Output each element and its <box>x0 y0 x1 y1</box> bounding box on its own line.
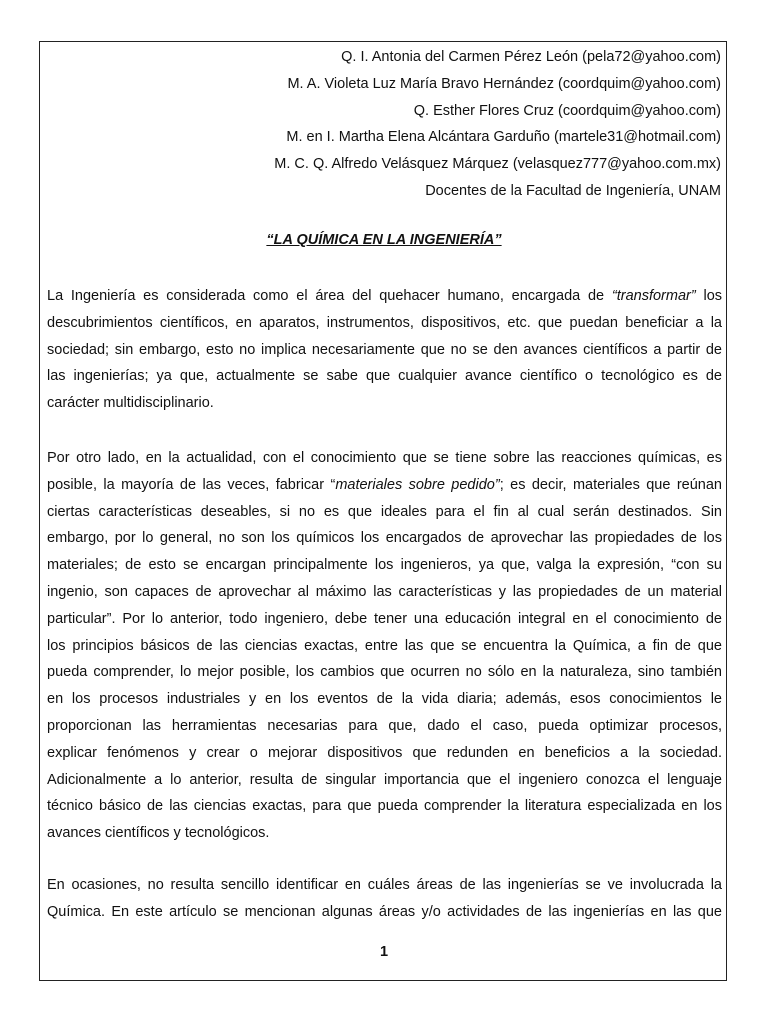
text-line: en los procesos industriales y en los eventos de la vida diaria; además, esos conocimientos le <box>47 691 722 708</box>
text-line: proporcionan las herramientas necesarias para que, dado el caso, pueda optimizar procesos, <box>47 717 722 734</box>
page-number: 1 <box>379 944 389 960</box>
text-line: técnico básico de las ciencias exactas, para que pueda comprender la literatura especializada en los <box>47 798 722 815</box>
author-line: Q. Esther Flores Cruz (coordquim@yahoo.com) <box>413 102 721 119</box>
text-line: carácter multidisciplinario. <box>47 395 214 412</box>
text-line: avances científicos y tecnológicos. <box>47 825 270 842</box>
text-line: En ocasiones, no resulta sencillo identificar en cuáles áreas de las ingenierías se ve involucrada la <box>47 877 722 893</box>
text-line: materiales; de esto se encargan principalmente los ingenieros, ya que, valga la expresión, “con su <box>47 557 722 574</box>
paragraph-2 <box>47 445 722 847</box>
text-line: sociedad; sin embargo, esto no implica necesariamente que no se den avances científicos a partir de <box>47 341 722 358</box>
text-line: particular”. Por lo anterior, todo ingeniero, debe tener una educación integral en el conocimiento de <box>47 610 722 627</box>
text-line: pueda comprender, lo mejor posible, los cambios que ocurren no sólo en la naturaleza, sino también <box>47 664 722 681</box>
text-line: descubrimientos científicos, en aparatos, instrumentos, dispositivos, etc. que puedan beneficiar a la <box>47 314 722 331</box>
text-line: los principios básicos de las ciencias exactas, entre las que se encuentra la Química, a fin de que <box>47 637 722 654</box>
text-line: ingenio, son capaces de aprovechar al máximo las características y las propiedades de un material <box>47 583 722 600</box>
text-line: embargo, por lo general, no son los químicos los encargados de aprovechar las propiedades de los <box>47 530 722 547</box>
paragraph-1 <box>47 283 722 417</box>
author-line: M. en I. Martha Elena Alcántara Garduño (martele31@hotmail.com) <box>286 129 721 146</box>
text-line: La Ingeniería es considerada como el área del quehacer humano, encargada de “transformar” los <box>47 288 723 304</box>
emphasis-transformar: “transformar” <box>611 288 696 304</box>
paragraph-3 <box>47 872 722 926</box>
text-line: Por otro lado, en la actualidad, con el conocimiento que se tiene sobre las reacciones químicas, es <box>47 450 722 466</box>
author-line: Q. I. Antonia del Carmen Pérez León (pela72@yahoo.com) <box>341 49 721 65</box>
emphasis-materiales: materiales sobre pedido” <box>335 476 500 493</box>
text-line: Química. En este artículo se mencionan algunas áreas y/o actividades de las ingenierías en las que <box>47 903 722 920</box>
author-line: M. C. Q. Alfredo Velásquez Márquez (velasquez777@yahoo.com.mx) <box>274 156 721 173</box>
text-line: las ingenierías; ya que, actualmente se sabe que cualquier avance científico o tecnológico es de <box>47 368 722 385</box>
text-line: ciertas características deseables, si no es que ideales para el fin al cual serán destinados. Sin <box>47 503 722 520</box>
text-line: Adicionalmente a lo anterior, resulta de singular importancia que el ingeniero conozca el lenguaje <box>47 771 722 788</box>
affiliation-line: Docentes de la Facultad de Ingeniería, UNAM <box>425 182 721 199</box>
text-line: posible, la mayoría de las veces, fabricar “materiales sobre pedido”; es decir, materiales que reúnan <box>47 476 722 493</box>
article-title: “LA QUÍMICA EN LA INGENIERÍA” <box>266 232 502 248</box>
text-line: explicar fenómenos y crear o mejorar dispositivos que redunden en beneficios a la sociedad. <box>47 744 722 761</box>
author-list <box>274 44 721 205</box>
author-line: M. A. Violeta Luz María Bravo Hernández (coordquim@yahoo.com) <box>287 75 721 92</box>
